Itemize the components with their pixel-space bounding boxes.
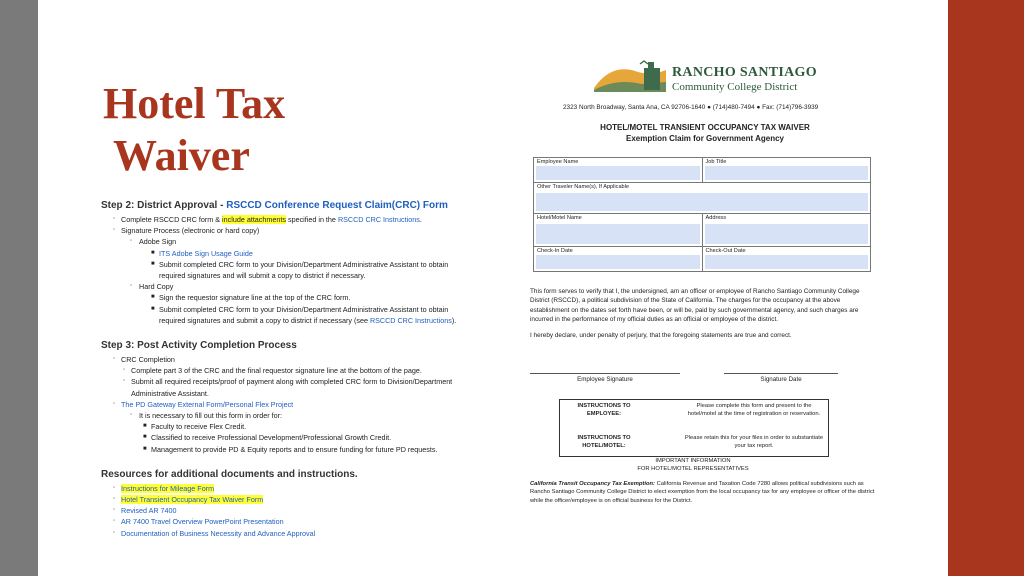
form-row	[534, 158, 870, 183]
business-necessity-link[interactable]: Documentation of Business Necessity and Advance Approval	[121, 528, 316, 538]
instructions-box: INSTRUCTIONS TO EMPLOYEE: Please complete this form and present to the hotel/motel at the time of registration or reservation. INSTRUCTIONS TO HOTEL/MOTEL: Please retain this for your files in order to substantiate your tax report.	[559, 399, 829, 457]
resource-link-item: ▫ Documentation of Business Necessity and Advance Approval	[113, 528, 316, 538]
list-item: ▫ Signature Process (electronic or hard copy)	[113, 226, 260, 236]
address-line: 2323 North Broadway, Santa Ana, CA 92706-1640 ● (714)480-7494 ● Fax: (714)796-3939	[563, 104, 819, 111]
check-out-field[interactable]: Check-Out Date	[702, 247, 871, 271]
instructions-panel	[101, 200, 501, 539]
form-row	[534, 247, 870, 271]
step2-heading: Step 2: District Approval - RSCCD Conference Request Claim(CRC) Form	[101, 200, 448, 211]
crc-instructions-link-2[interactable]: RSCCD CRC Instructions	[369, 315, 452, 325]
resource-link-item: ▫ Instructions for Mileage Form	[113, 483, 215, 493]
list-item: ■ Faculty to receive Flex Credit.	[143, 422, 247, 432]
title-line-1: Hotel Tax	[103, 79, 286, 128]
check-in-field[interactable]: Check-In Date	[534, 247, 702, 271]
signature-date-line: Signature Date	[724, 373, 838, 383]
org-subtitle: Community College District	[672, 81, 798, 93]
list-item: ■ Classified to receive Professional Development/Professional Growth Credit.	[143, 433, 392, 443]
step3-heading: Step 3: Post Activity Completion Process	[101, 340, 297, 352]
hotel-name-field[interactable]: Hotel/Motel Name	[534, 214, 702, 246]
declaration: I hereby declare, under penalty of perjury, that the foregoing statements are true and correct.	[530, 332, 792, 339]
crc-form-link[interactable]: RSCCD Conference Request Claim(CRC) Form	[226, 200, 448, 211]
title-line-2: Waiver	[113, 131, 250, 180]
list-item: ▫ Complete part 3 of the CRC and the final requestor signature line at the bottom of the page.	[123, 366, 422, 376]
form-row	[534, 214, 870, 247]
highlight-text: include attachments	[222, 215, 286, 224]
ar7400-ppt-link[interactable]: AR 7400 Travel Overview PowerPoint Presentation	[121, 517, 284, 527]
resource-link-item: ▫ Hotel Transient Occupancy Tax Waiver Form	[113, 495, 264, 505]
hotel-address-field[interactable]: Address	[702, 214, 871, 246]
pd-gateway-link[interactable]: The PD Gateway External Form/Personal Flex Project	[121, 399, 294, 409]
list-item-cont: required signatures and will submit a copy to district if necessary.	[159, 271, 366, 281]
exemption-note: California Transit Occupancy Tax Exemption: California Revenue and Taxation Code 7280 allows political subdivisions such as Rancho Santiago Community College District to elect exemption from the local occupancy tax for any employee or officer of the district while the officer/employee is on official business for the District.	[530, 481, 875, 504]
list-item-cont: Administrative Assistant.	[131, 388, 209, 398]
adobe-guide-link[interactable]: ITS Adobe Sign Usage Guide	[159, 248, 253, 258]
resources-heading: Resources for additional documents and instructions.	[101, 468, 358, 480]
employee-name-field[interactable]: Employee Name	[534, 158, 702, 182]
hotel-tax-form-link[interactable]: Hotel Transient Occupancy Tax Waiver Form	[121, 495, 264, 505]
ar7400-link[interactable]: Revised AR 7400	[121, 506, 177, 516]
form-fields	[533, 157, 871, 272]
list-item: ■ Sign the requestor signature line at the top of the CRC form.	[151, 293, 351, 303]
list-item: ▫ It is necessary to fill out this form in order for:	[130, 411, 283, 421]
resource-link-item: ▫ AR 7400 Travel Overview PowerPoint Presentation	[113, 517, 284, 527]
logo-graphic	[592, 58, 668, 94]
district-logo	[592, 58, 872, 98]
other-travelers-field[interactable]: Other Traveler Name(s), If Applicable	[534, 183, 870, 213]
list-item: ▫ The PD Gateway External Form/Personal Flex Project	[113, 399, 294, 409]
form-row	[534, 183, 870, 214]
list-item: ■ Submit completed CRC form to your Division/Department Administrative Assistant to obtain	[151, 304, 449, 314]
employee-signature-line: Employee Signature	[530, 373, 680, 383]
form-paragraph: This form serves to verify that I, the undersigned, am an officer or employee of Rancho Santiago Community College District (RSCCD), a political subdivision of the State of California. The charges for the occupancy at the above establishment on the dates set forth have been, or will be, paid by such governmental agency, and such charges are incurred in the performance of my official duties as an official or employee of the district.	[530, 288, 860, 324]
list-item-cont: required signatures and submit a copy to district if necessary (see RSCCD CRC Instructions).	[159, 315, 457, 325]
list-item: ▫ CRC Completion	[113, 355, 175, 365]
mileage-form-link[interactable]: Instructions for Mileage Form	[121, 483, 215, 493]
list-item: ■ Management to provide PD & Equity reports and to ensure funding for future PD requests.	[143, 444, 438, 454]
crc-instructions-link[interactable]: RSCCD CRC Instructions	[337, 215, 420, 224]
list-item: ■ Submit completed CRC form to your Division/Department Administrative Assistant to obtain	[151, 259, 449, 269]
list-item: ■ ITS Adobe Sign Usage Guide	[151, 248, 253, 258]
important-info: IMPORTANT INFORMATION FOR HOTEL/MOTEL REPRESENTATIVES	[637, 458, 749, 472]
slide-title	[103, 78, 363, 182]
list-item: ▫ Adobe Sign	[130, 237, 177, 247]
accent-bar	[948, 0, 1024, 576]
form-heading: HOTEL/MOTEL TRANSIENT OCCUPANCY TAX WAIVER Exemption Claim for Government Agency	[600, 123, 810, 143]
resource-link-item: ▫ Revised AR 7400	[113, 506, 177, 516]
list-item: ▫ Submit all required receipts/proof of payment along with completed CRC form to Division/Department	[123, 377, 453, 387]
list-item: ▫ Hard Copy	[130, 282, 174, 292]
org-name: RANCHO SANTIAGO	[672, 65, 817, 80]
list-item: ▫ Complete RSCCD CRC form & include attachments specified in the RSCCD CRC Instructions.	[113, 215, 422, 224]
job-title-field[interactable]: Job Title	[702, 158, 871, 182]
